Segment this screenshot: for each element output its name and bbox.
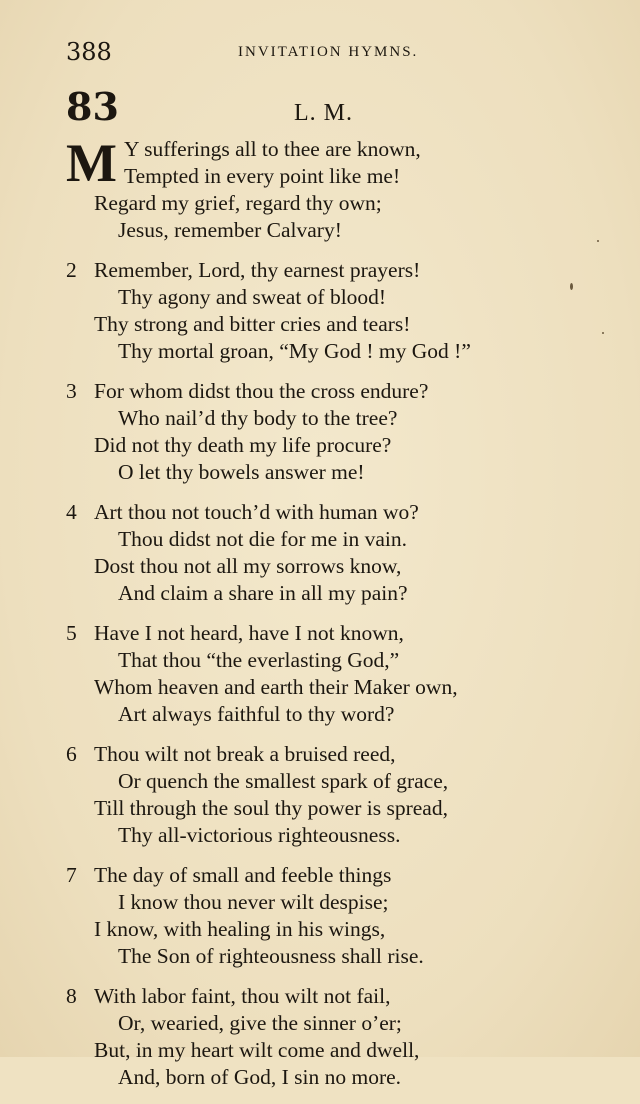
verse-line xyxy=(66,741,626,768)
verse-line-text: With labor faint, thou wilt not fail, xyxy=(94,984,391,1008)
verse-line xyxy=(66,620,626,647)
verse-number: 8 xyxy=(66,984,77,1008)
verse-line-text: Thou wilt not break a bruised reed, xyxy=(94,742,396,766)
verse-line: And, born of God, I sin no more. xyxy=(118,1065,402,1089)
verse-line: Thy mortal groan, “My God ! my God !” xyxy=(118,339,471,363)
verse-line-text: Remember, Lord, thy earnest prayers! xyxy=(94,258,421,282)
verse-line: Or, wearied, give the sinner o’er; xyxy=(118,1011,402,1035)
verse-line: Art always faithful to thy word? xyxy=(118,702,395,726)
verse-line xyxy=(66,862,626,889)
paper-speck xyxy=(597,240,599,242)
paper-speck xyxy=(570,283,573,290)
verse-line: Whom heaven and earth their Maker own, xyxy=(94,675,458,699)
drop-cap: M xyxy=(66,133,117,193)
verse-line: Regard my grief, regard thy own; xyxy=(94,191,382,215)
verse-line-text: The day of small and feeble things xyxy=(94,863,392,887)
verse-line: Who nail’d thy body to the tree? xyxy=(118,406,398,430)
verse-3 xyxy=(66,378,626,486)
verse-line: That thou “the everlasting God,” xyxy=(118,648,400,672)
verse-number: 6 xyxy=(66,742,77,766)
hymn-heading xyxy=(66,84,586,134)
verse-line xyxy=(66,499,626,526)
verse-line: Did not thy death my life procure? xyxy=(94,433,392,457)
verse-2 xyxy=(66,257,626,365)
verse-6 xyxy=(66,741,626,849)
verse-line: Thy all-victorious righteousness. xyxy=(118,823,401,847)
verse-number: 5 xyxy=(66,621,77,645)
verse-line: The Son of righteousness shall rise. xyxy=(118,944,424,968)
verse-line: And claim a share in all my pain? xyxy=(118,581,408,605)
paper-speck xyxy=(602,332,604,334)
verse-line-text: Have I not heard, have I not known, xyxy=(94,621,404,645)
running-title: INVITATION HYMNS. xyxy=(238,44,419,60)
verse-8 xyxy=(66,983,626,1091)
verse-line: Tempted in every point like me! xyxy=(124,164,401,188)
verse-line: Or quench the smallest spark of grace, xyxy=(118,769,449,793)
verse-5 xyxy=(66,620,626,728)
verse-1 xyxy=(66,133,626,244)
verse-line: Dost thou not all my sorrows know, xyxy=(94,554,402,578)
verse-number: 3 xyxy=(66,379,77,403)
verse-number: 2 xyxy=(66,258,77,282)
verse-number: 4 xyxy=(66,500,77,524)
hymn-meter: L. M. xyxy=(294,100,353,126)
verse-number: 7 xyxy=(66,863,77,887)
hymn-number: 83 xyxy=(66,84,119,129)
verse-7 xyxy=(66,862,626,970)
verse-line: Thy agony and sweat of blood! xyxy=(118,285,387,309)
verse-line: But, in my heart wilt come and dwell, xyxy=(94,1038,420,1062)
verse-line xyxy=(66,983,626,1010)
verse-line: Thy strong and bitter cries and tears! xyxy=(94,312,411,336)
verse-line: Thou didst not die for me in vain. xyxy=(118,527,408,551)
verse-line xyxy=(66,257,626,284)
hymn-body xyxy=(66,133,626,1104)
verse-line: Y sufferings all to thee are known, xyxy=(124,137,421,161)
verse-line-text: For whom didst thou the cross endure? xyxy=(94,379,429,403)
verse-line: Till through the soul thy power is spread, xyxy=(94,796,448,820)
page-number: 388 xyxy=(66,38,112,66)
verse-line: I know thou never wilt despise; xyxy=(118,890,389,914)
verse-line: I know, with healing in his wings, xyxy=(94,917,386,941)
verse-line: O let thy bowels answer me! xyxy=(118,460,365,484)
verse-4 xyxy=(66,499,626,607)
running-head xyxy=(66,38,580,68)
verse-line xyxy=(66,378,626,405)
verse-line-text: Art thou not touch’d with human wo? xyxy=(94,500,419,524)
verse-line: Jesus, remember Calvary! xyxy=(118,218,342,242)
